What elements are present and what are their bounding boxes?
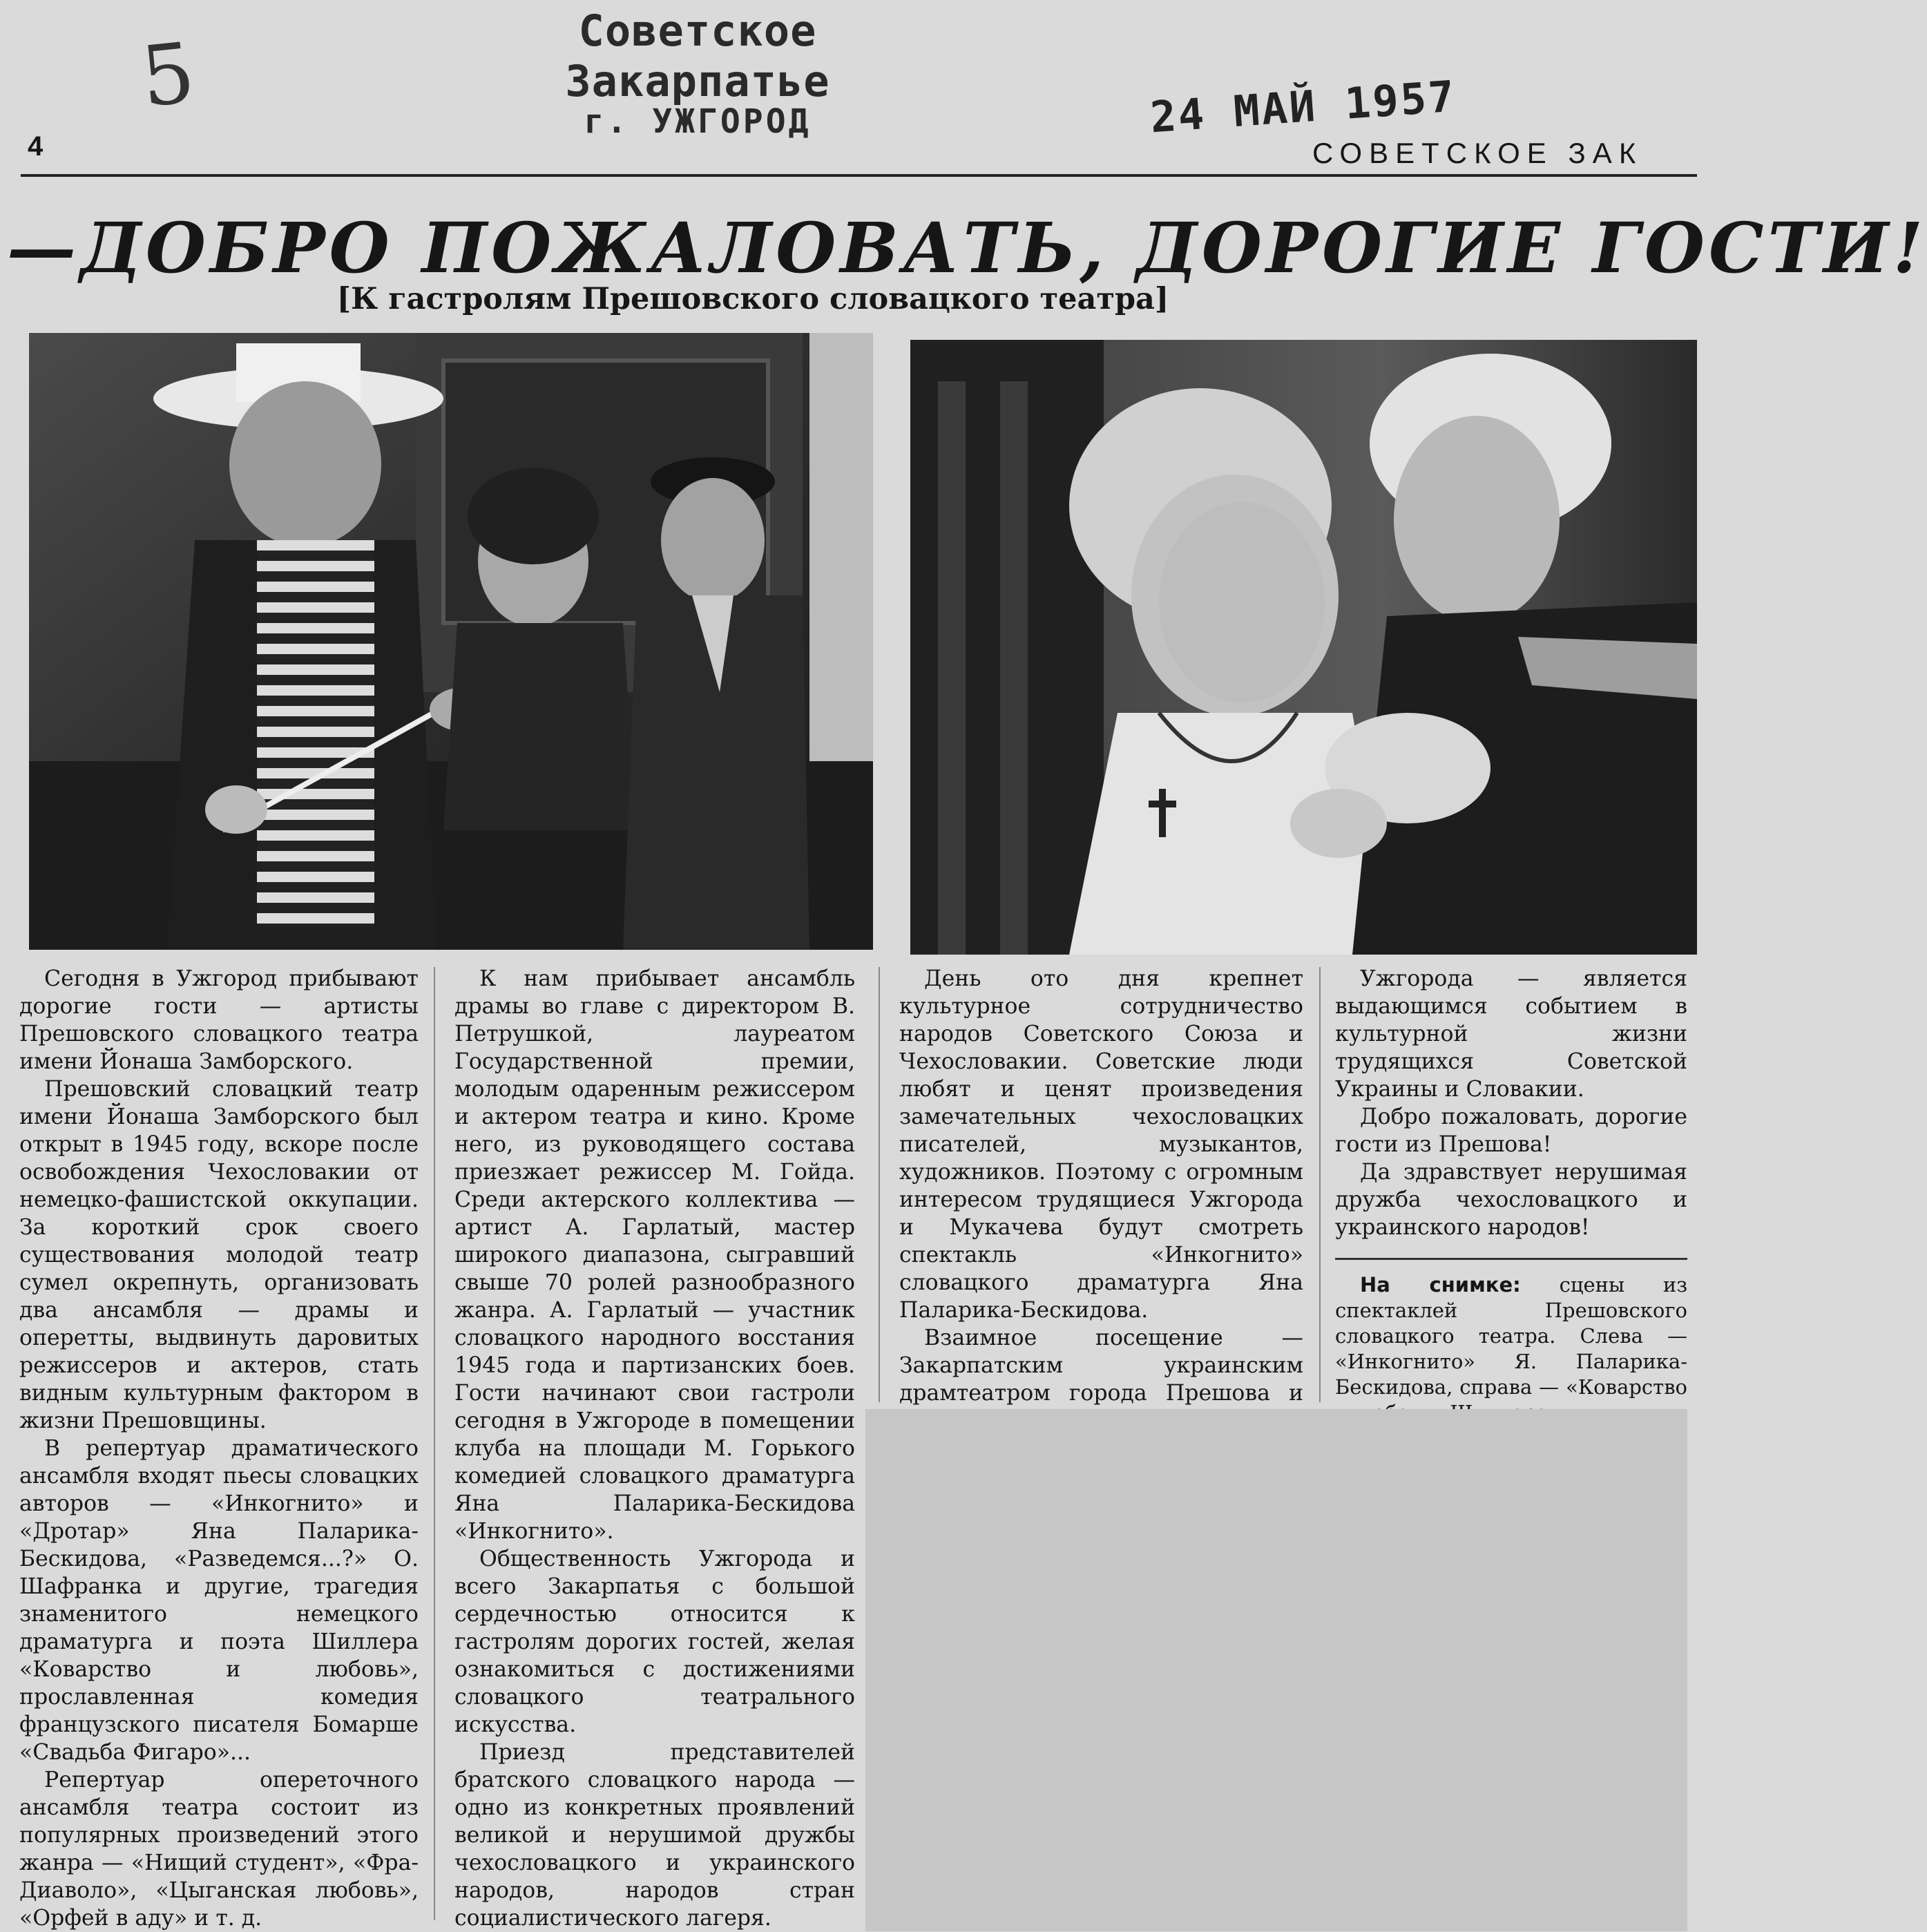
column-divider	[1319, 967, 1321, 1402]
photo-incognito-image	[29, 333, 873, 950]
date-stamp: 24 МАЙ 1957	[1148, 70, 1458, 143]
stamp-title: Советское Закарпатье	[565, 6, 830, 106]
photo-caption	[1335, 1258, 1687, 1426]
article-column-4	[1335, 965, 1688, 1399]
page-number: 4	[28, 131, 44, 162]
headline: —ДОБРО ПОЖАЛОВАТЬ, ДОРОГИЕ ГОСТИ!	[7, 207, 1927, 289]
paragraph: В репертуар драматического ансамбля входят пьесы словацких авторов — «Инкогнито» и «Дротар» Яна Паларика-Бескидова, «Разведемся...?» О. Шафранка и другие, трагедия знаменитого немецкого драматурга и поэта Шиллера «Коварство и любовь», прославленная комедия французского писателя Бомарше «Свадьба Фигаро»...	[19, 1436, 419, 1765]
caption-label: На снимке:	[1360, 1273, 1521, 1297]
masthead: СОВЕТСКОЕ ЗАК	[1312, 137, 1643, 169]
handwritten-number: 5	[136, 25, 200, 126]
paragraph: К нам прибывает ансамбль драмы во главе с директором В. Петрушкой, лауреатом Государственной премии, молодым одаренным режиссером и актером театра и кино. Кроме него, из руководящего состава приезжает режиссер М. Гойда. Среди актерского коллектива — артист А. Гарлатый, мастер широкого диапазона, сыгравший свыше 70 ролей разнообразного жанра. А. Гарлатый — участник словацкого народного восстания 1945 года и партизанских боев. Гости начинают свои гастроли сегодня в Ужгороде в помещении клуба на площади М. Горького комедией словацкого драматурга Яна Паларика-Бескидова «Инкогнито».	[454, 966, 855, 1544]
paragraph: Общественность Ужгорода и всего Закарпатья с большой сердечностью относится к гастролям дорогих гостей, желая ознакомиться с достижениями словацкого театрального искусства.	[454, 1547, 855, 1737]
blank-backing-paper	[865, 1409, 1687, 1931]
paragraph: Репертуар опереточного ансамбля театра состоит из популярных произведений этого жанра — «Нищий студент», «Фра-Диаволо», «Цыганская любовь», «Орфей в аду» и т. д.	[19, 1768, 419, 1931]
paragraph: Взаимное посещение — Закарпатским украинским драмтеатром города Прешова и	[899, 1326, 1303, 1406]
subheadline: [К гастролям Прешовского словацкого театра]	[336, 282, 1169, 316]
newspaper-stamp	[483, 6, 912, 141]
paragraph: Приезд представителей братского словацкого народа — одно из конкретных проявлений великой и нерушимой дружбы чехословацкого и украинского народов, народов стран социалистического лагеря.	[454, 1740, 855, 1931]
paragraph: День ото дня крепнет культурное сотрудничество народов Советского Союза и Чехословакии. Советские люди любят и ценят произведения замечательных чехословацких писателей, музыкантов, художников. Поэтому с огромным интересом трудящиеся Ужгорода и Мукачева будут смотреть спектакль «Инкогнито» словацкого драматурга Яна Паларика-Бескидова.	[899, 966, 1303, 1323]
article-column-3	[899, 965, 1303, 1462]
photo-intrigue-and-love-scene	[910, 340, 1697, 955]
article-column-1	[19, 965, 419, 1932]
paragraph: Сегодня в Ужгород прибывают дорогие гости — артисты Прешовского словацкого театра имени Йонаша Замборского.	[19, 966, 419, 1074]
paragraph: Ужгорода — является выдающимся событием в культурной жизни трудящихся Советской Украины и Словакии.	[1335, 966, 1687, 1102]
column-divider	[434, 967, 435, 1920]
paragraph: Да здравствует нерушимая дружба чехословацкого и украинского народов!	[1335, 1160, 1687, 1240]
article-column-2	[454, 965, 855, 1932]
photo-incognito-scene	[29, 333, 873, 950]
header-rule	[21, 174, 1697, 177]
column-divider	[879, 967, 880, 1402]
paragraph: Добро пожаловать, дорогие гости из Прешова!	[1335, 1104, 1687, 1157]
paragraph: Прешовский словацкий театр имени Йонаша Замборского был открыт в 1945 году, вскоре после освобождения Чехословакии от немецко-фашистской оккупации. За короткий срок своего существования молодой театр сумел окрепнуть, организовать два ансамбля — драмы и оперетты, выдвинуть даровитых режиссеров и актеров, стать видным культурным фактором в жизни Прешовщины.	[19, 1077, 419, 1433]
photo-intrigue-and-love-image	[910, 340, 1697, 955]
caption-text: сцены из спектаклей Прешовского словацкого театра. Слева — «Инкогнито» Я. Паларика-Бескидова, справа — «Коварство	[1335, 1273, 1688, 1399]
stamp-city: г. УЖГОРОД	[584, 102, 812, 141]
